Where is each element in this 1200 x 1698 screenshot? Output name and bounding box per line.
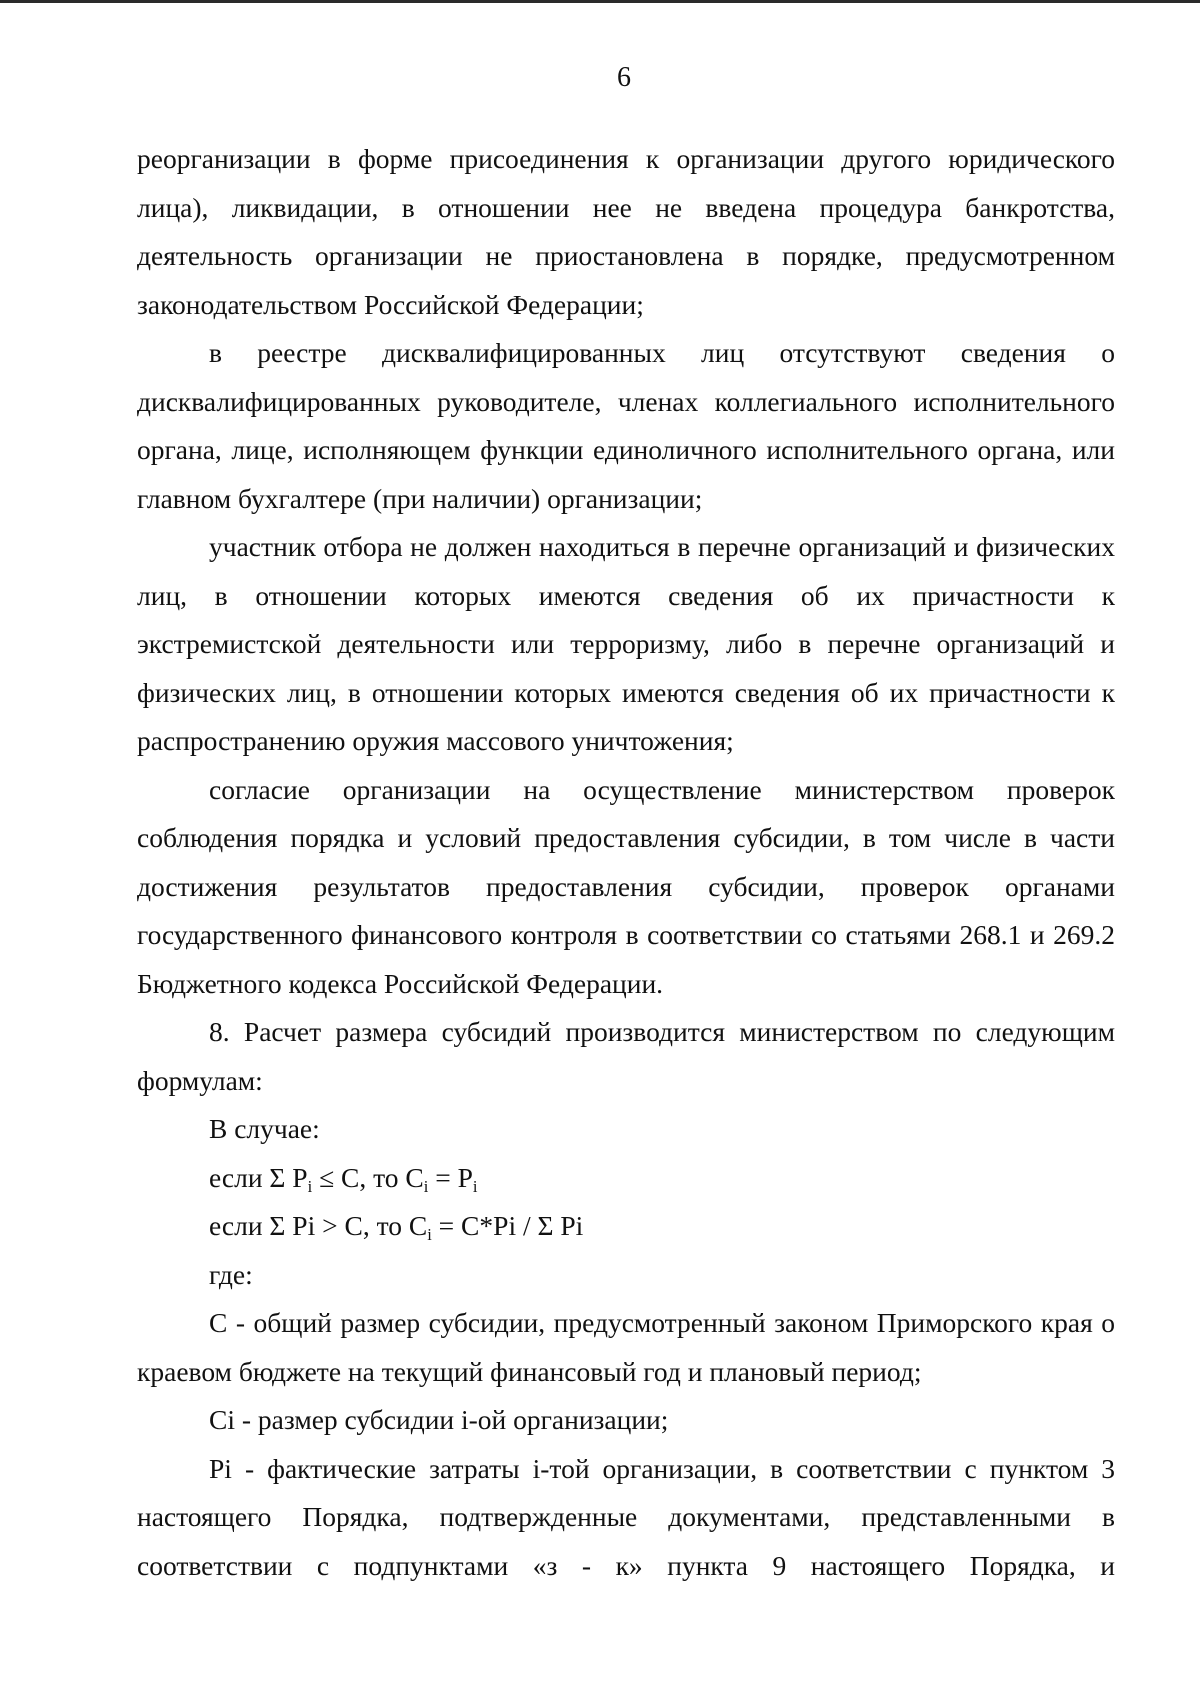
paragraph-consent-inspections: согласие организации на осуществление министерством проверок соблюдения порядка и условий предоставления субсидии, в том числе в части достижения результатов предоставления субсидии, проверок органами государственного финансового контроля в соответствии со статьями 268.1 и 269.2 Бюджетного кодекса Российской Федерации. — [137, 773, 1115, 999]
paragraph-reorganization: реорганизации в форме присоединения к организации другого юридического лица), ликвидации, в отношении нее не введена процедура банкротства, деятельность организации не приостановлена в порядке, предусмотренном законодательством Российской Федерации; — [137, 143, 1115, 320]
formula-1-sub-b: i — [423, 1176, 429, 1196]
formula-1-sub-a: i — [307, 1176, 313, 1196]
case-label: В случае: — [209, 1113, 320, 1144]
paragraph-section-8: 8. Расчет размера субсидий производится министерством по следующим формулам: — [137, 1016, 1115, 1096]
page-number: 6 — [617, 62, 631, 93]
formula-1-sub-c: i — [472, 1176, 478, 1196]
where-label: где: — [209, 1258, 253, 1290]
formula-2-part-b: = C*Pi / Σ Pi — [431, 1210, 584, 1241]
paragraph-disqualified-registry: в реестре дисквалифицированных лиц отсутствуют сведения о дисквалифицированных руководителе, членах коллегиального исполнительного органа, лице, исполняющем функции единоличного исполнительного органа, или главном бухгалтере (при наличии) организации; — [137, 337, 1115, 514]
formula-1 — [137, 1154, 1115, 1203]
formula-2 — [137, 1202, 1115, 1251]
page-top-border — [0, 0, 1200, 3]
formula-1-part-c: = P — [428, 1161, 473, 1193]
paragraph-extremism-list: участник отбора не должен находиться в перечне организаций и физических лиц, в отношении которых имеются сведения об их причастности к экстремистской деятельности или терроризму, либо в перечне организаций и физических лиц, в отношении которых имеются сведения об их причастности к распространению оружия массового уничтожения; — [137, 531, 1115, 756]
definition-pi: Pi - фактические затраты i-той организации, в соответствии с пунктом 3 настоящего Порядка, подтвержденные документами, представленными в соответствии с подпунктами «з - к» пункта 9 настоящего Порядка, и — [137, 1452, 1115, 1581]
document-body — [137, 135, 1115, 1590]
definition-ci: Ci - размер субсидии i-ой организации; — [209, 1404, 669, 1435]
formula-2-sub-a: i — [427, 1224, 432, 1244]
formula-2-part-a: если Σ Pi > C, то C — [209, 1210, 428, 1241]
definition-c: С - общий размер субсидии, предусмотренный законом Приморского края о краевом бюджете на текущий финансовый год и плановый период; — [137, 1307, 1115, 1387]
formula-1-part-a: если Σ P — [209, 1161, 308, 1193]
formula-1-part-b: ≤ C, то C — [312, 1161, 424, 1193]
